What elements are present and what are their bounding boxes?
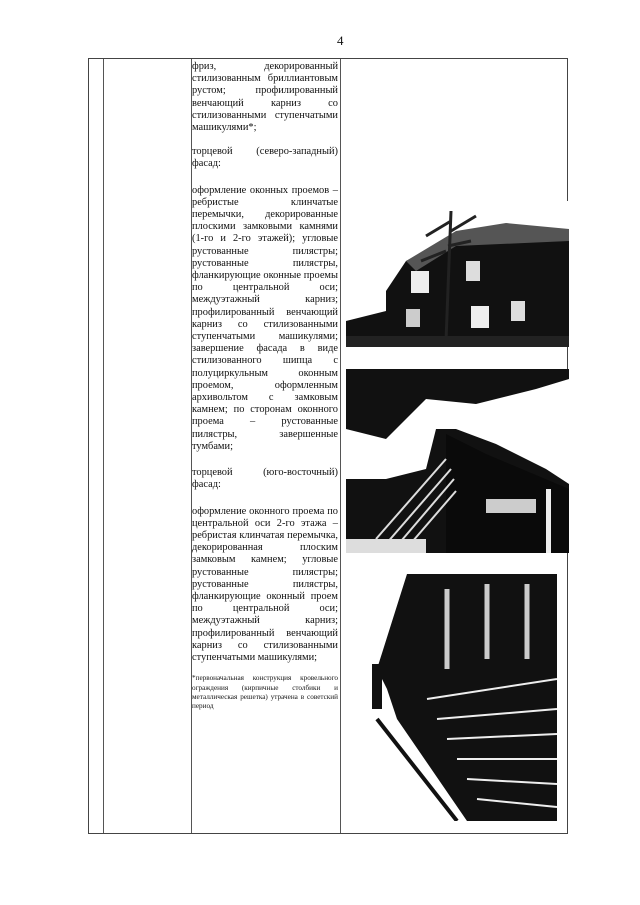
- heading-southeast-facade: торцевой (юго-восточный) фасад:: [192, 467, 338, 491]
- page-number: 4: [337, 33, 344, 48]
- column-divider: [340, 59, 341, 833]
- photo-southeast-facade: [357, 569, 557, 821]
- heading-northwest-facade: торцевой (северо-западный) фасад:: [192, 146, 338, 170]
- photo-stepped-gable: [346, 369, 569, 553]
- description-cell: [192, 61, 338, 719]
- column-divider: [103, 59, 104, 833]
- photo-northwest-facade: [346, 201, 569, 347]
- paragraph-southeast-facade: оформление оконного проема по центральной оси 2-го этажа – ребристая клинчатая перемычка, декорированная плоским замковым камнем; угловые рустованные пилястры; рустованные пилястры, фланкирующие оконный проем по центральной оси; междуэтажный карниз; профилированный венчающий карниз со стилизованными ступенчатыми машикулями;: [192, 505, 338, 663]
- paragraph-frieze: фриз, декорированный стилизованным бриллиантовым рустом; профилированный венчающий карниз со стилизованными ступенчатыми машикулями*;: [192, 61, 338, 134]
- monument-description-table: [88, 58, 568, 834]
- paragraph-northwest-facade: оформление оконных проемов – ребристые клинчатые перемычки, декорированные плоскими замковыми камнями (1-го и 2-го этажей); угловые рустованные пилястры; рустованные пилястры, фланкирующие оконные проемы по центральной оси; междуэтажный карниз; профилированный венчающий карниз со стилизованными ступенчатыми машикулями; завершение фасада в виде стилизованного шипца с полуциркульным оконным проемом, оформленным архивольтом с замковым камнем; по сторонам оконного проема – рустованные пилястры, завершенные тумбами;: [192, 184, 338, 452]
- footnote: *первоначальная конструкция кровельного ограждения (кирпичные столбики и металлическая решетка) утрачена в советский период: [192, 674, 338, 711]
